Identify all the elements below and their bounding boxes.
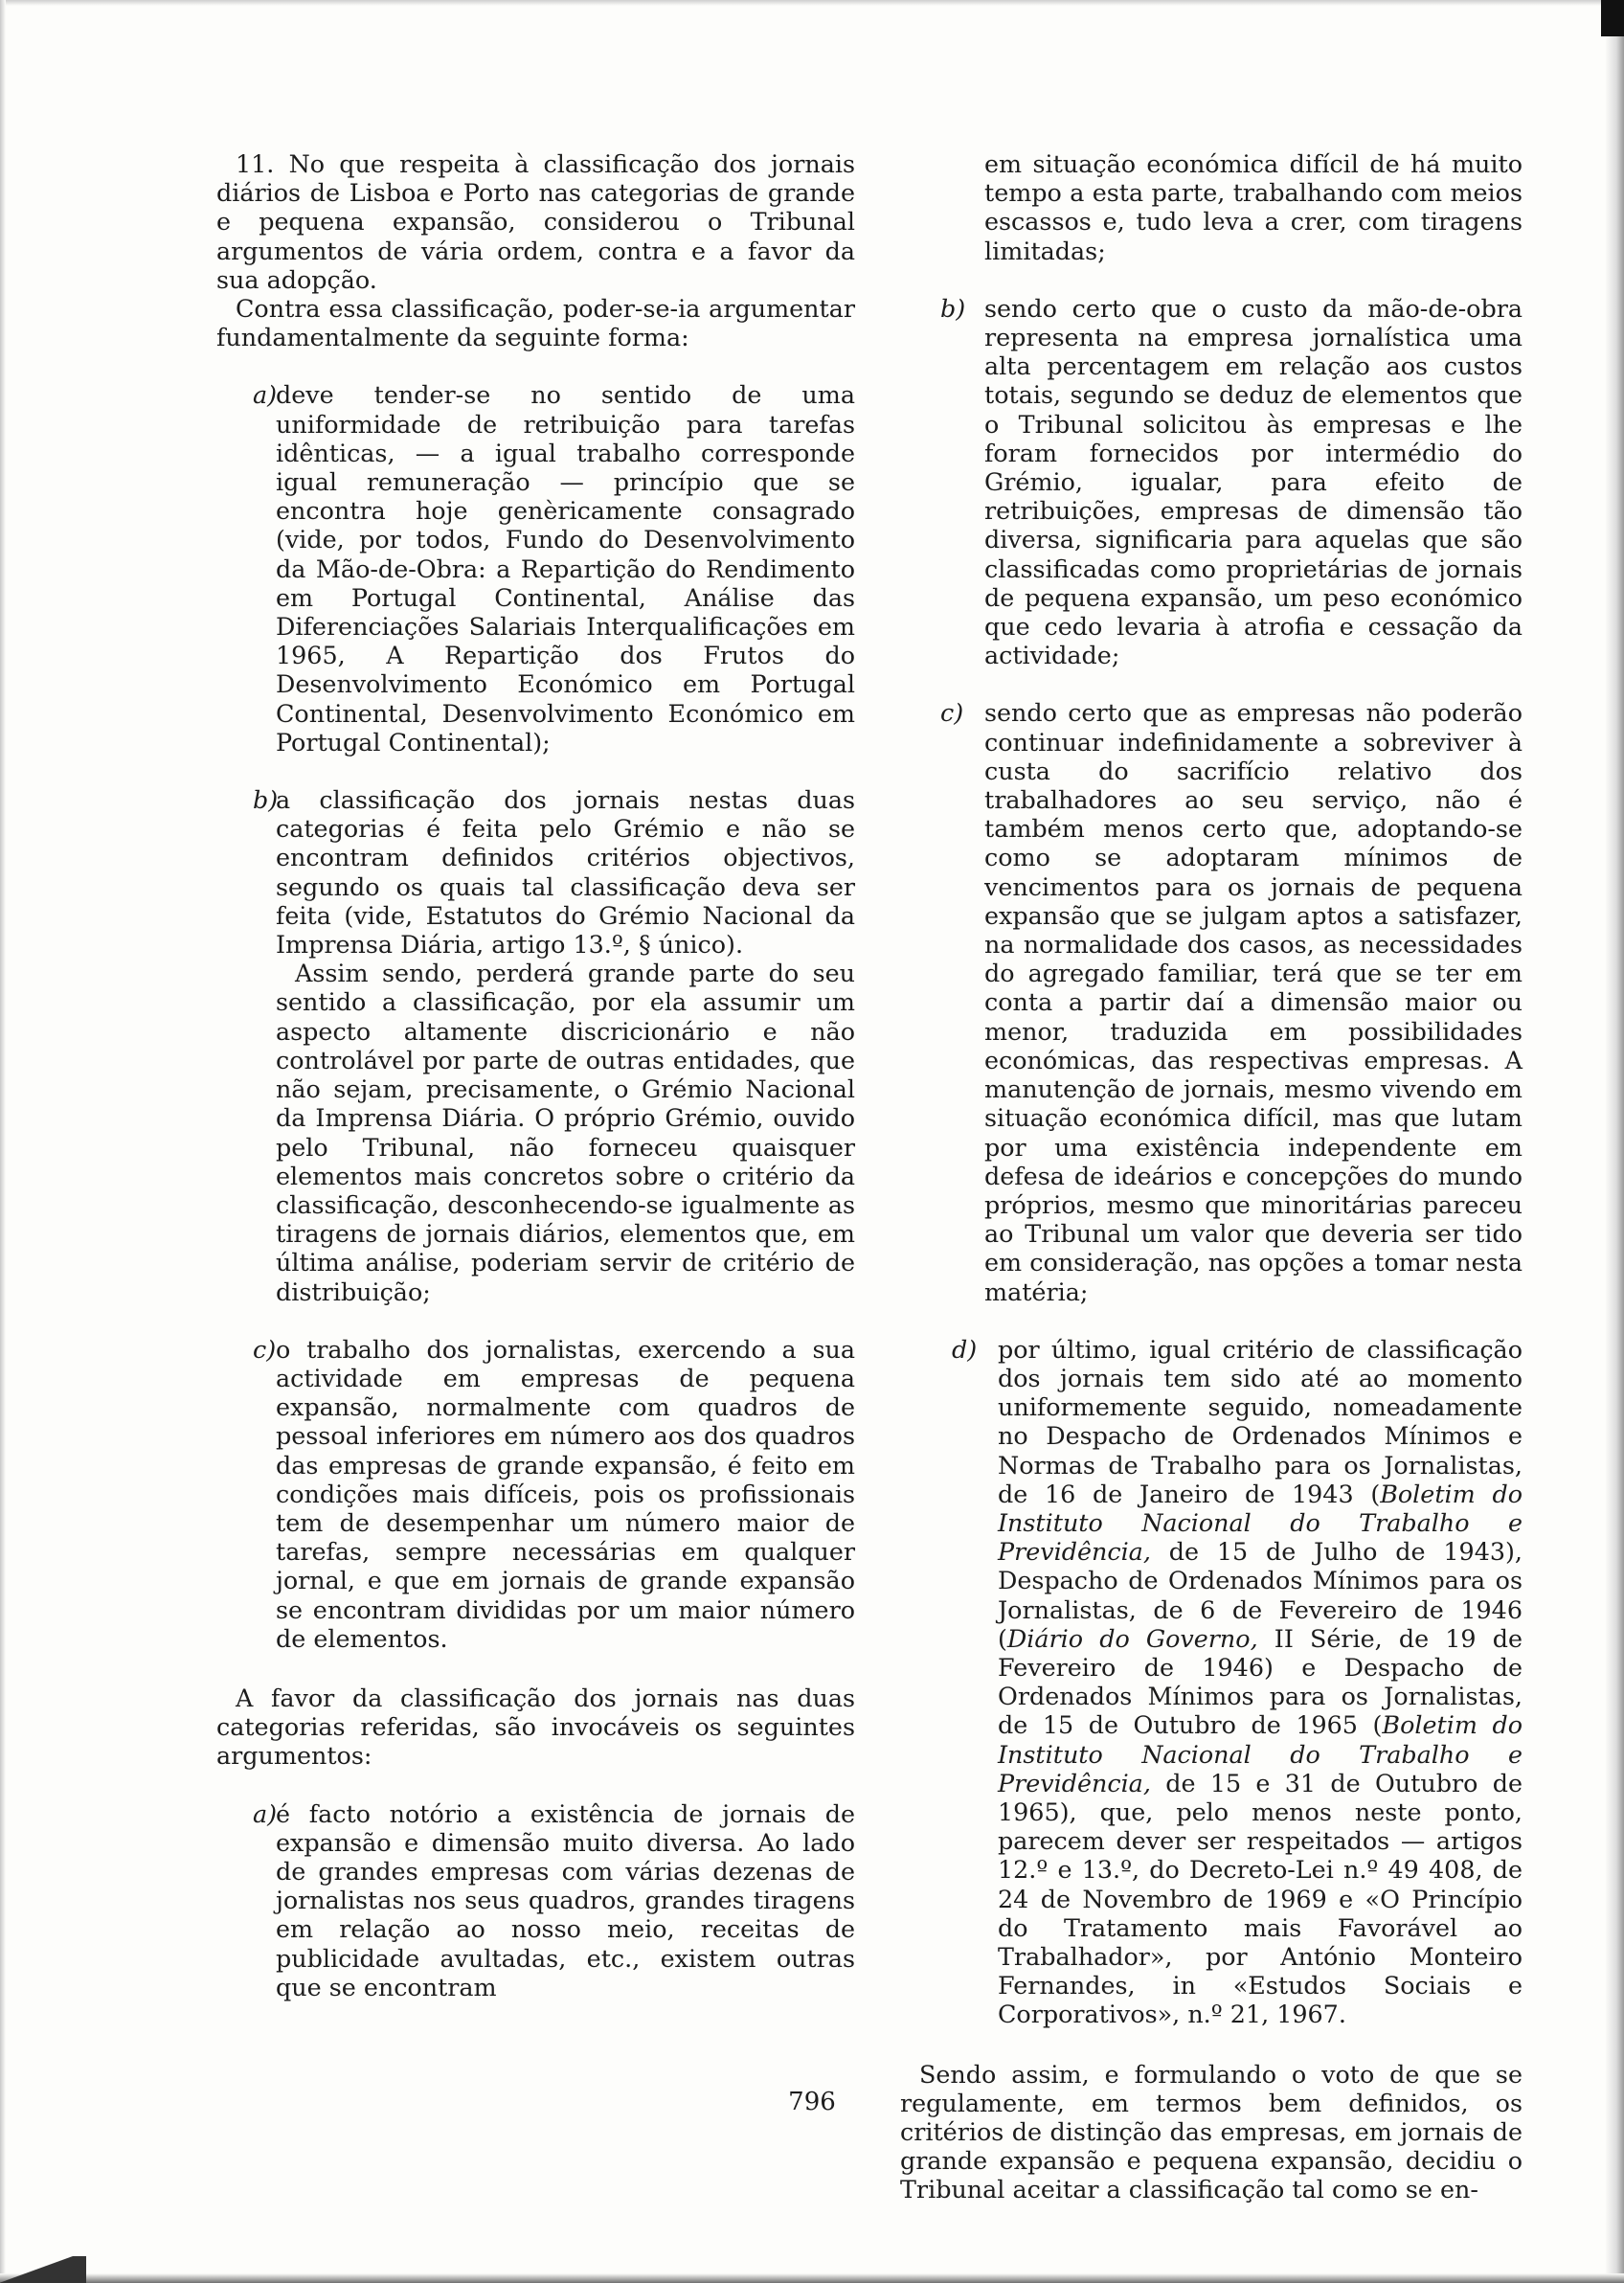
conclusion-paragraph: Sendo assim, e formulando o voto de que se regulamente, em termos bem definidos, os critérios de distinção das empresas, em jornais de grande expansão e pequena expansão, decidiu o Tribunal aceitar a classificação tal como se en- bbox=[900, 2059, 1522, 2204]
item-text: em situação económica difícil de há muito tempo a esta parte, trabalhando com meios escassos e, tudo leva a crer, com tiragens limitadas; bbox=[984, 149, 1522, 265]
against-item-c bbox=[216, 1335, 855, 1653]
scan-edge-bottom bbox=[0, 2273, 1624, 2283]
item-continuation: Assim sendo, perderá grande parte do seu sentido a classificação, por ela assumir um aspecto altamente discricionário e não controlável por parte de outras entidades, que não sejam, precisamente, o Grémio Nacional da Imprensa Diária. O próprio Grémio, ouvido pelo Tribunal, não forneceu quaisquer elementos mais concretos sobre o critério da classificação, desconhecendo-se igualmente as tiragens de jornais diários, elementos que, em última análise, poderiam servir de critério de distribuição; bbox=[276, 959, 855, 1306]
favor-item-c bbox=[900, 698, 1522, 1305]
against-intro-paragraph: Contra essa classificação, poder-se-ia argumentar fundamentalmente da seguinte forma: bbox=[216, 294, 855, 352]
favor-intro-paragraph: A favor da classificação dos jornais nas duas categorias referidas, são invocáveis os seguintes argumentos: bbox=[216, 1683, 855, 1771]
page-number: 796 bbox=[788, 2088, 836, 2116]
against-item-b bbox=[216, 785, 855, 1306]
item-d-text-part: por último, igual critério de classificação dos jornais tem sido até ao momento uniformemente seguido, nomeadamente no Despacho de Ordenados Mínimos e Normas de Trabalho para os Jornalistas, de 16 de Janeiro de 1943 ( bbox=[998, 1334, 1522, 1508]
scan-corner-bottom-left bbox=[0, 2256, 86, 2283]
item-d-citation-title: Diário do Governo, bbox=[1006, 1623, 1258, 1653]
item-d-text-part: II Série, de 19 de Fevereiro de 1946) e Despacho de Ordenados Mínimos para os Jornalistas, de 15 de Outubro de 1965 ( bbox=[998, 1623, 1522, 1740]
item-d-text-part: de 15 e 31 de Outubro de 1965), que, pelo menos neste ponto, parecem dever ser respeitados — artigos 12.º e 13.º, do Decreto-Lei n.º 49 408, de 24 de Novembro de 1969 e «O Princípio do Tratamento mais Favorável ao Trabalhador», por António Monteiro Fernandes, in «Estudos Sociais e Corporativos», n.º 21, 1967. bbox=[998, 1768, 1522, 2029]
scan-corner-top-right bbox=[1601, 0, 1624, 36]
item-marker: d) bbox=[952, 1334, 978, 1364]
item-text: é facto notório a existência de jornais de expansão e dimensão muito diversa. Ao lado de grandes empresas com várias dezenas de jornalistas nos seus quadros, grandes tiragens em relação ao nosso meio, receitas de publicidade avultadas, etc., existem outras que se encontram bbox=[276, 1798, 855, 2001]
item-marker: c) bbox=[253, 1334, 277, 1364]
item-d-text-part: de 15 de Julho de 1943), Despacho de Ordenados Mínimos para os Jornalistas, de 6 de Fevereiro de 1946 ( bbox=[998, 1537, 1522, 1653]
item-text: o trabalho dos jornalistas, exercendo a sua actividade em empresas de pequena expansão, normalmente com quadros de pessoal inferiores em número aos dos quadros das empresas de grande expansão, é feito em condições mais difíceis, pois os profissionais tem de desempenhar um número maior de tarefas, sempre necessárias em qualquer jornal, e que em jornais de grande expansão se encontram divididas por um maior número de elementos. bbox=[276, 1334, 855, 1653]
left-column bbox=[216, 149, 855, 2001]
item-d-citation-title: Boletim do Instituto Nacional do Trabalho e Previdência, bbox=[998, 1479, 1522, 1567]
item-text bbox=[998, 1335, 1522, 2029]
section-intro-paragraph: 11. No que respeita à classificação dos jornais diários de Lisboa e Porto nas categorias de grande e pequena expansão, considerou o Tribunal argumentos de vária ordem, contra e a favor da sua adopção. bbox=[216, 149, 855, 294]
scan-edge-top bbox=[0, 0, 1624, 6]
item-text: deve tender-se no sentido de uma uniformidade de retribuição para tarefas idênticas, — a igual trabalho corresponde igual remuneração — princípio que se encontra hoje genèricamente consagrado (vide, por todos, Fundo do Desenvolvimento da Mão-de-Obra: a Repartição do Rendimento em Portugal Continental, Análise das Diferenciações Salariais Interqualificações em 1965, A Repartição dos Frutos do Desenvolvimento Económico em Portugal Continental, Desenvolvimento Económico em Portugal Continental); bbox=[276, 380, 855, 757]
item-marker: b) bbox=[253, 785, 279, 815]
favor-item-a-continuation bbox=[900, 149, 1522, 265]
item-marker: a) bbox=[253, 380, 278, 410]
favor-item-d bbox=[900, 1335, 1522, 2029]
right-column bbox=[900, 149, 1522, 2204]
against-item-a bbox=[216, 380, 855, 757]
scan-edge-right bbox=[1605, 0, 1624, 2283]
item-text: sendo certo que as empresas não poderão continuar indefinidamente a sobreviver à custa do sacrifício relativo dos trabalhadores ao seu serviço, não é também menos certo que, adoptando-se como se adoptaram mínimos de vencimentos para os jornais de pequena expansão que se julgam aptos a satisfazer, na normalidade dos casos, as necessidades do agregado familiar, terá que se ter em conta a partir daí a dimensão maior ou menor, traduzida em possibilidades económicas, das respectivas empresas. A manutenção de jornais, mesmo vivendo em situação económica difícil, mas que lutam por uma existência independente em defesa de ideários e concepções do mundo próprios, mesmo que minoritárias pareceu ao Tribunal um valor que deveria ser tido em consideração, nas opções a tomar nesta matéria; bbox=[984, 698, 1522, 1306]
favor-item-a bbox=[216, 1799, 855, 2001]
favor-item-b bbox=[900, 294, 1522, 670]
item-marker: a) bbox=[253, 1798, 278, 1828]
item-d-citation-title: Boletim do Instituto Nacional do Trabalho e Previdência, bbox=[998, 1710, 1522, 1797]
item-text: a classificação dos jornais nestas duas categorias é feita pelo Grémio e não se encontram definidos critérios objectivos, segundo os quais tal classificação deva ser feita (vide, Estatutos do Grémio Nacional da Imprensa Diária, artigo 13.º, § único). bbox=[276, 785, 855, 960]
item-marker: c) bbox=[940, 698, 964, 728]
scan-edge-left bbox=[0, 0, 6, 2283]
item-text: sendo certo que o custo da mão-de-obra representa na empresa jornalística uma alta percentagem em relação aos custos totais, segundo se deduz de elementos que o Tribunal solicitou às empresas e lhe foram fornecidos por intermédio do Grémio, igualar, para efeito de retribuições, empresas de dimensão tão diversa, significaria para aquelas que são classificadas como proprietárias de jornais de pequena expansão, um peso económico que cedo levaria à atrofia e cessação da actividade; bbox=[984, 293, 1522, 670]
item-marker: b) bbox=[940, 293, 966, 323]
